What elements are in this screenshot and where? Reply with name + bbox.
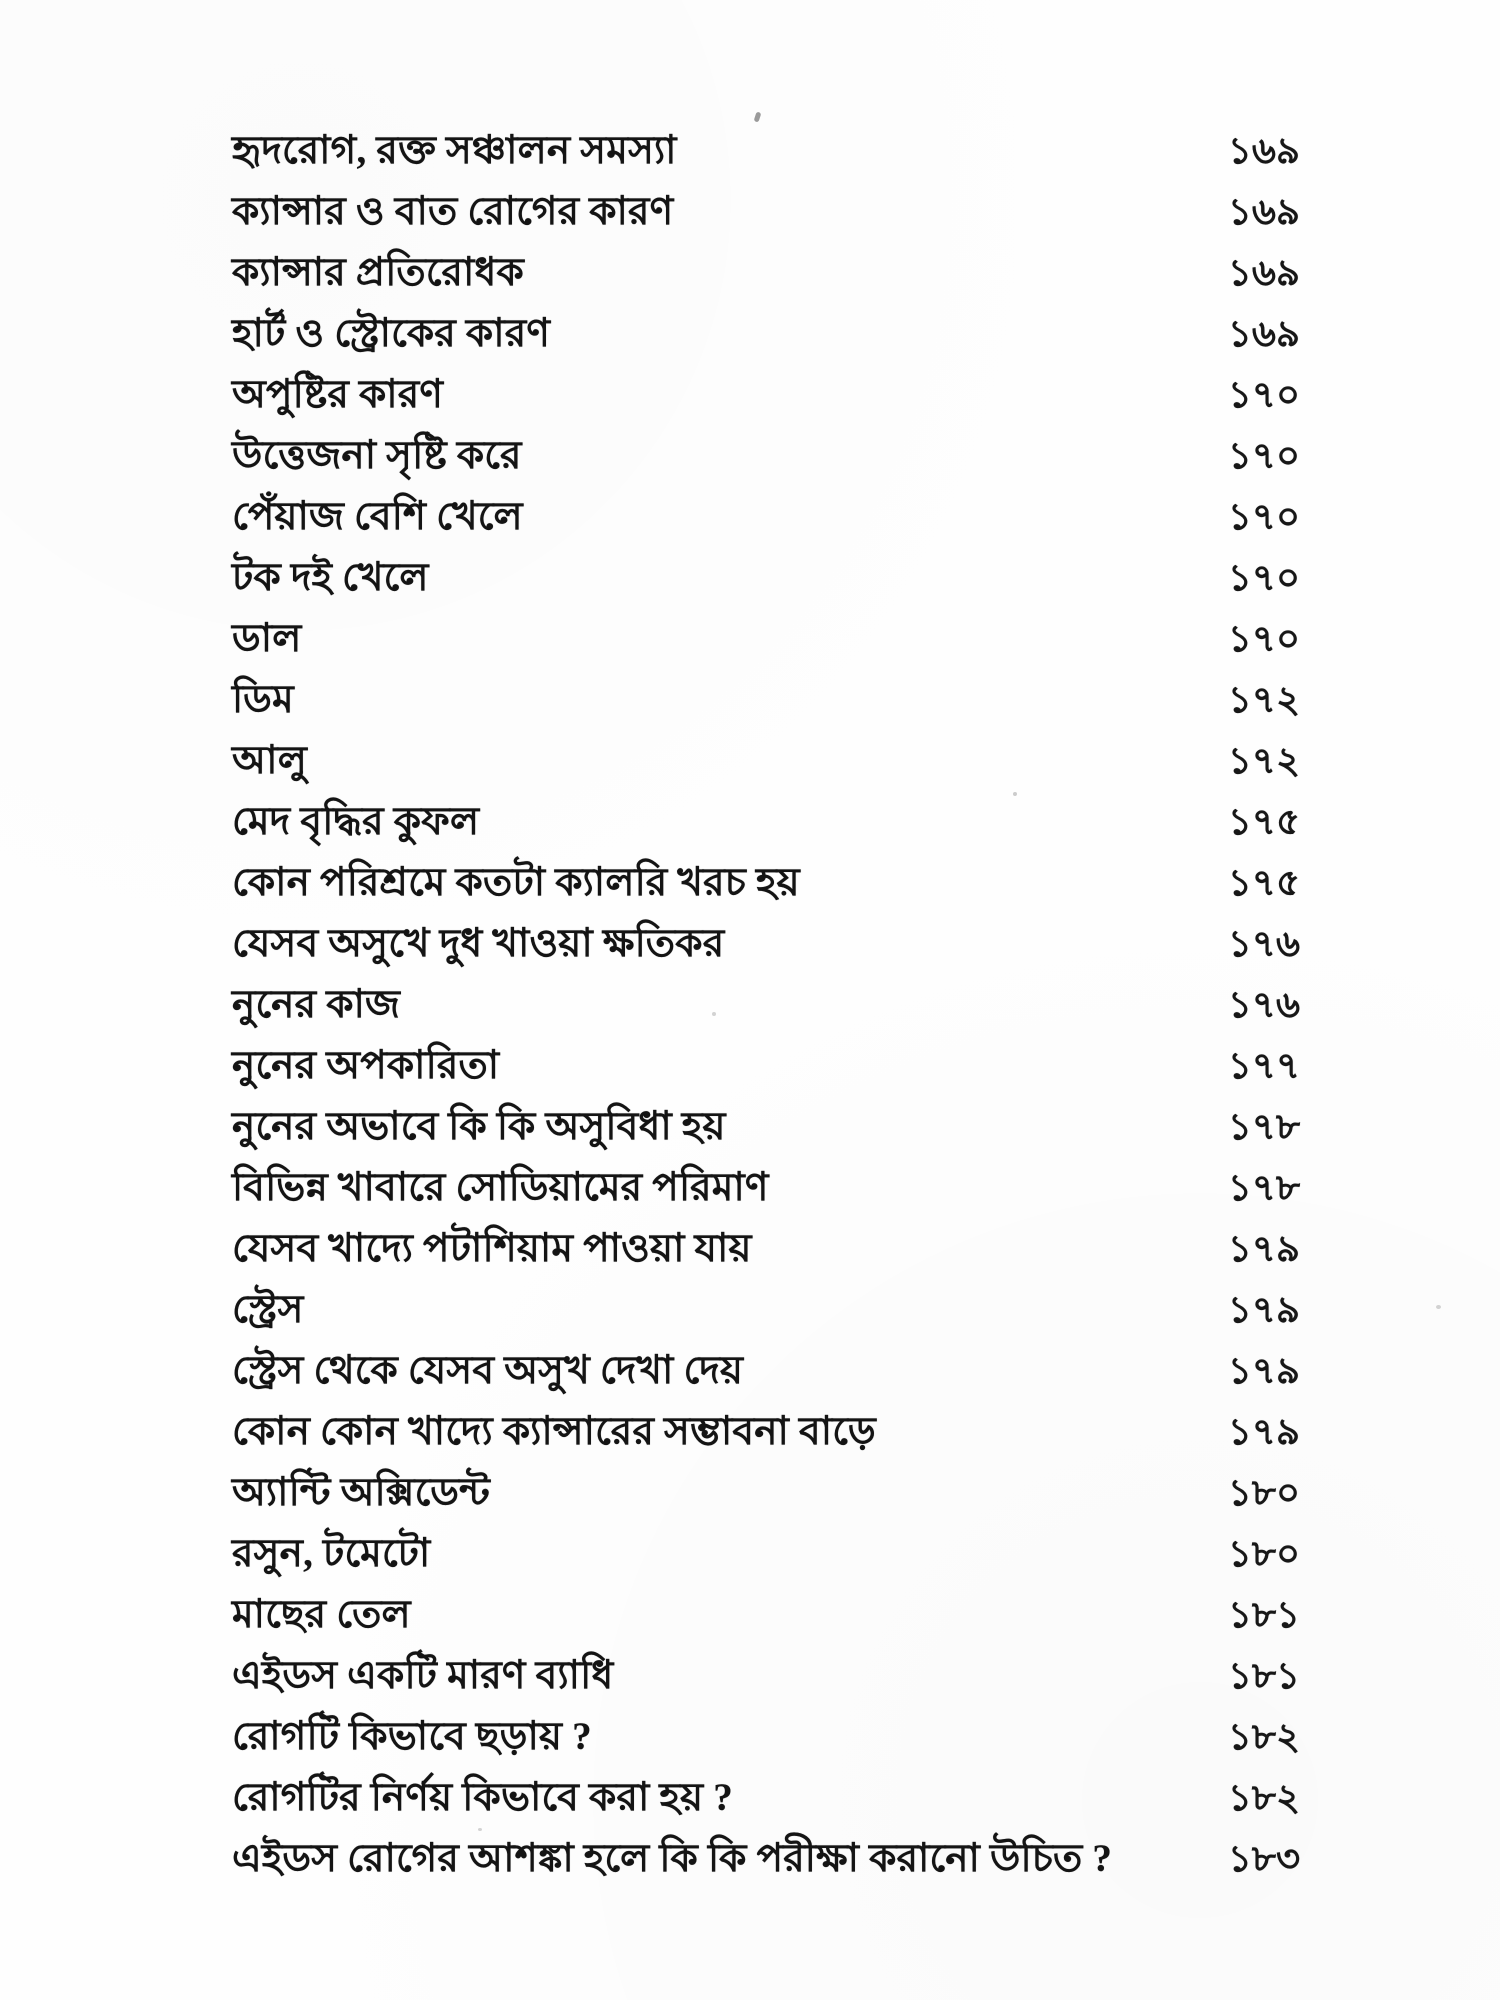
toc-row xyxy=(232,1706,1300,1767)
scan-speck xyxy=(1436,1305,1441,1309)
toc-row xyxy=(232,425,1300,486)
toc-entry-page-number: ১৭০ xyxy=(1227,497,1300,538)
toc-row xyxy=(232,791,1300,852)
toc-row xyxy=(232,1767,1300,1828)
toc-row xyxy=(232,974,1300,1035)
toc-entry-page-number: ১৭৯ xyxy=(1227,1290,1300,1331)
toc-row xyxy=(232,1035,1300,1096)
toc-entry-page-number: ১৭৫ xyxy=(1227,863,1300,904)
toc-entry-title: হার্ট ও স্ট্রোকের কারণ xyxy=(232,312,551,355)
toc-entry-page-number: ১৭৯ xyxy=(1227,1229,1300,1270)
toc-row xyxy=(232,608,1300,669)
toc-entry-page-number: ১৮০ xyxy=(1227,1473,1300,1514)
toc-row xyxy=(232,364,1300,425)
toc-entry-page-number: ১৬৯ xyxy=(1227,253,1300,294)
toc-row xyxy=(232,730,1300,791)
toc-entry-page-number: ১৭০ xyxy=(1227,436,1300,477)
toc-row xyxy=(232,1645,1300,1706)
toc-entry-page-number: ১৭৭ xyxy=(1227,1046,1300,1087)
toc-row xyxy=(232,547,1300,608)
toc-entry-page-number: ১৭৮ xyxy=(1227,1168,1300,1209)
toc-entry-title: স্ট্রেস xyxy=(232,1288,304,1331)
toc-entry-title: কোন কোন খাদ্যে ক্যান্সারের সম্ভাবনা বাড়ে xyxy=(232,1410,876,1453)
toc-entry-page-number: ১৮২ xyxy=(1227,1778,1300,1819)
toc-row xyxy=(232,181,1300,242)
toc-entry-page-number: ১৮০ xyxy=(1227,1534,1300,1575)
toc-entry-page-number: ১৭২ xyxy=(1227,680,1300,721)
toc-entry-page-number: ১৬৯ xyxy=(1227,314,1300,355)
toc-row xyxy=(232,1401,1300,1462)
toc-entry-title: কোন পরিশ্রমে কতটা ক্যালরি খরচ হয় xyxy=(232,861,800,904)
toc-entry-title: মাছের তেল xyxy=(232,1593,411,1636)
toc-entry-page-number: ১৭৯ xyxy=(1227,1412,1300,1453)
toc-entry-title: রোগটি কিভাবে ছড়ায় ? xyxy=(232,1715,592,1758)
toc-row xyxy=(232,1523,1300,1584)
toc-entry-title: আলু xyxy=(232,739,307,782)
toc-row xyxy=(232,1218,1300,1279)
toc-entry-page-number: ১৭৮ xyxy=(1227,1107,1300,1148)
toc-row xyxy=(232,303,1300,364)
toc-entry-title: রসুন, টমেটো xyxy=(232,1532,431,1575)
toc-entry-title: নুনের কাজ xyxy=(232,983,401,1026)
toc-entry-page-number: ১৮২ xyxy=(1227,1717,1300,1758)
toc-row xyxy=(232,1279,1300,1340)
toc-entry-title: এইডস একটি মারণ ব্যাধি xyxy=(232,1654,614,1697)
toc-row xyxy=(232,1584,1300,1645)
toc-row xyxy=(232,486,1300,547)
toc-entry-title: যেসব অসুখে দুধ খাওয়া ক্ষতিকর xyxy=(232,922,725,965)
toc-entry-page-number: ১৮১ xyxy=(1227,1656,1300,1697)
toc-entry-page-number: ১৭৬ xyxy=(1227,924,1300,965)
toc-entry-title: রোগটির নির্ণয় কিভাবে করা হয় ? xyxy=(232,1776,733,1819)
toc-entry-title: উত্তেজনা সৃষ্টি করে xyxy=(232,434,522,477)
toc-entry-title: পেঁয়াজ বেশি খেলে xyxy=(232,495,523,538)
toc-row xyxy=(232,1828,1300,1889)
toc-entry-page-number: ১৭০ xyxy=(1227,558,1300,599)
toc-row xyxy=(232,242,1300,303)
toc-entry-title: ডিম xyxy=(232,678,294,721)
toc-entry-title: স্ট্রেস থেকে যেসব অসুখ দেখা দেয় xyxy=(232,1349,744,1392)
toc-row xyxy=(232,120,1300,181)
toc-entry-title: এইডস রোগের আশঙ্কা হলে কি কি পরীক্ষা করানো উচিত ? xyxy=(232,1837,1113,1880)
toc-entry-page-number: ১৮৩ xyxy=(1227,1839,1300,1880)
toc-entry-page-number: ১৬৯ xyxy=(1227,192,1300,233)
toc-entry-page-number: ১৭৬ xyxy=(1227,985,1300,1026)
toc-entry-page-number: ১৮১ xyxy=(1227,1595,1300,1636)
toc-entry-title: অ্যান্টি অক্সিডেন্ট xyxy=(232,1471,491,1514)
toc-entry-title: ক্যান্সার ও বাত রোগের কারণ xyxy=(232,190,674,233)
toc-row xyxy=(232,669,1300,730)
toc-entry-page-number: ১৭২ xyxy=(1227,741,1300,782)
toc-entry-title: মেদ বৃদ্ধির কুফল xyxy=(232,800,480,843)
toc-row xyxy=(232,913,1300,974)
toc-entry-title: ডাল xyxy=(232,617,302,660)
toc-row xyxy=(232,852,1300,913)
toc-entry-page-number: ১৬৯ xyxy=(1227,131,1300,172)
toc-row xyxy=(232,1340,1300,1401)
toc-entry-page-number: ১৭৯ xyxy=(1227,1351,1300,1392)
toc-entry-title: নুনের অভাবে কি কি অসুবিধা হয় xyxy=(232,1105,726,1148)
toc-entry-page-number: ১৭৫ xyxy=(1227,802,1300,843)
toc-row xyxy=(232,1462,1300,1523)
toc-row xyxy=(232,1157,1300,1218)
toc-entry-title: ক্যান্সার প্রতিরোধক xyxy=(232,251,525,294)
toc-entry-page-number: ১৭০ xyxy=(1227,375,1300,416)
toc-entry-title: অপুষ্টির কারণ xyxy=(232,373,444,416)
toc-entry-page-number: ১৭০ xyxy=(1227,619,1300,660)
toc-list xyxy=(232,120,1300,1889)
toc-row xyxy=(232,1096,1300,1157)
toc-entry-title: হৃদরোগ, রক্ত সঞ্চালন সমস্যা xyxy=(232,129,677,172)
toc-entry-title: নুনের অপকারিতা xyxy=(232,1044,500,1087)
toc-entry-title: বিভিন্ন খাবারে সোডিয়ামের পরিমাণ xyxy=(232,1166,769,1209)
toc-entry-title: যেসব খাদ্যে পটাশিয়াম পাওয়া যায় xyxy=(232,1227,752,1270)
toc-entry-title: টক দই খেলে xyxy=(232,556,429,599)
